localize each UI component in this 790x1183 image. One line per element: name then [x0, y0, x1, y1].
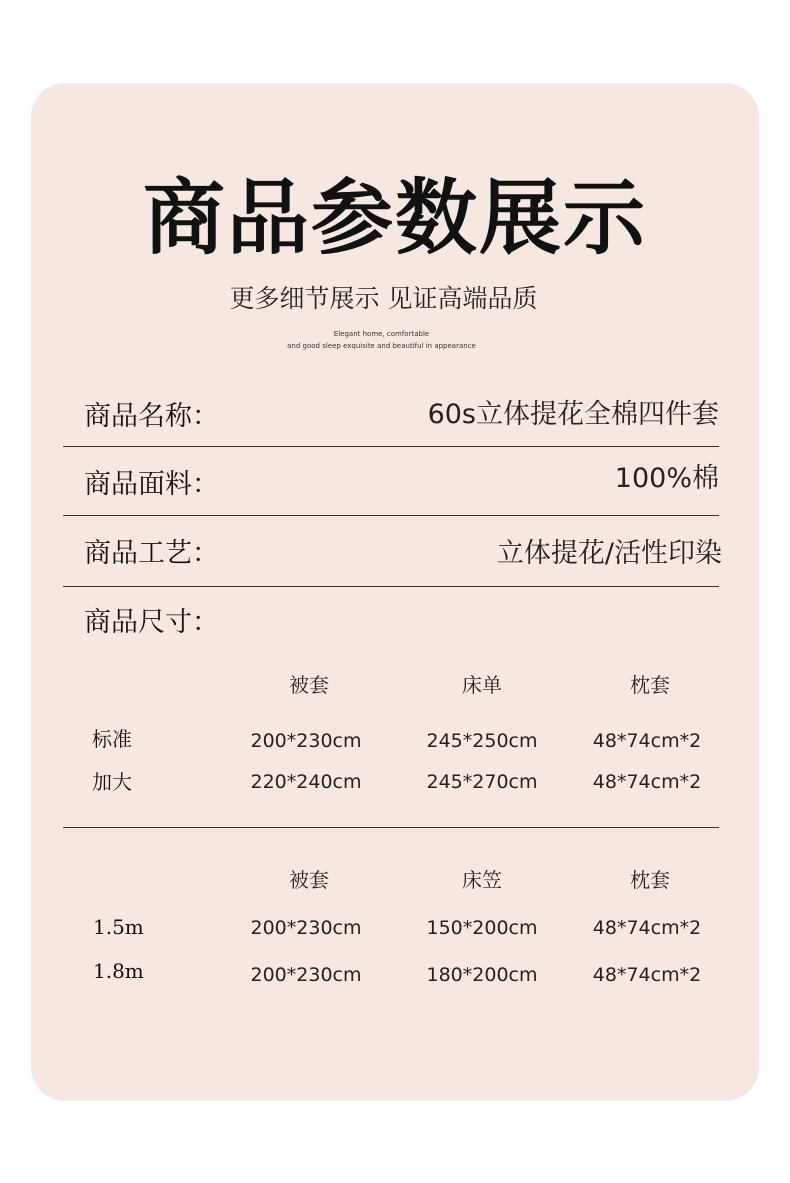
tagline-line-2: and good sleep exquisite and beautiful in appearance — [287, 342, 476, 350]
table-cell: 245*250cm — [426, 730, 538, 752]
param-name-label: 商品名称： — [84, 401, 219, 432]
divider — [63, 515, 719, 516]
tagline-line-1: Elegant home, comfortable — [333, 330, 430, 338]
row-label: 1.8m — [93, 959, 144, 983]
table-cell: 200*230cm — [250, 917, 362, 939]
table-header: 枕套 — [630, 673, 670, 697]
table-header: 被套 — [289, 868, 329, 892]
table-header: 被套 — [289, 673, 329, 697]
page-title: 商品参数展示 — [142, 170, 647, 266]
param-craft-value: 立体提花/活性印染 — [496, 538, 722, 569]
param-name-value: 60s立体提花全棉四件套 — [427, 399, 719, 430]
table-cell: 48*74cm*2 — [592, 917, 702, 939]
divider — [63, 446, 719, 447]
table-header: 枕套 — [630, 868, 670, 892]
table-cell: 245*270cm — [426, 771, 538, 793]
table-header: 床笠 — [462, 868, 502, 892]
table-cell: 48*74cm*2 — [592, 771, 702, 793]
param-fabric-label: 商品面料： — [84, 469, 219, 500]
table-cell: 220*240cm — [250, 771, 362, 793]
param-craft-label: 商品工艺： — [84, 538, 219, 569]
row-label: 标准 — [92, 727, 132, 751]
table-cell: 200*230cm — [250, 964, 362, 986]
table-cell: 200*230cm — [250, 730, 362, 752]
param-size-label: 商品尺寸： — [84, 607, 219, 638]
table-cell: 48*74cm*2 — [592, 730, 702, 752]
divider — [63, 586, 719, 587]
table-header: 床单 — [462, 673, 502, 697]
row-label: 加大 — [92, 770, 132, 794]
table-cell: 150*200cm — [426, 917, 538, 939]
row-label: 1.5m — [93, 915, 144, 939]
param-fabric-value: 100%棉 — [614, 463, 719, 494]
divider — [63, 827, 719, 828]
page-subtitle: 更多细节展示 见证高端品质 — [229, 284, 538, 313]
table-cell: 48*74cm*2 — [592, 964, 702, 986]
table-cell: 180*200cm — [426, 964, 538, 986]
